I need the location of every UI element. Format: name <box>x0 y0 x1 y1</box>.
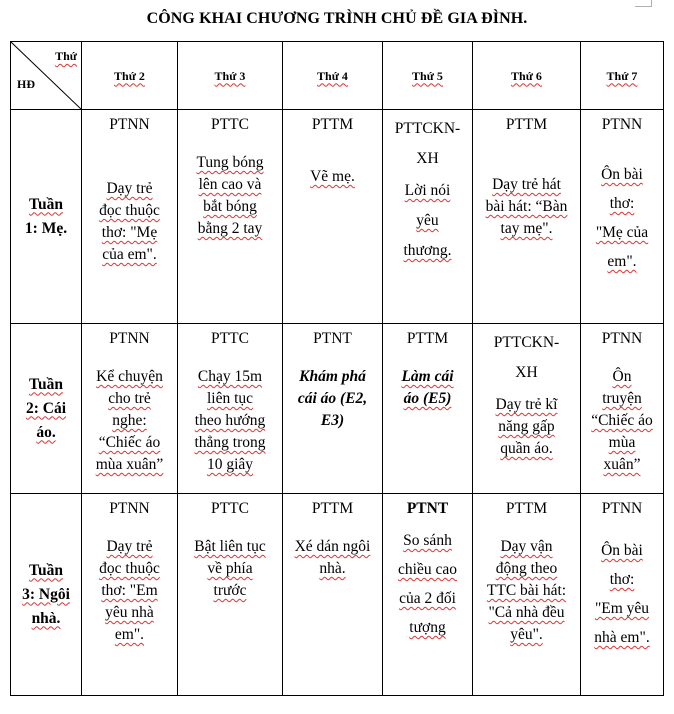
day-header: Thứ 7 <box>581 42 664 110</box>
header-row <box>11 42 664 110</box>
activity-cell <box>82 324 178 494</box>
activity-text: Dạy trẻ đọc thuộc thơ: "Em yêu nhà em". <box>99 538 160 643</box>
activity-cell <box>178 494 283 696</box>
area-label: PTTM <box>505 116 548 133</box>
area-label: PTTM <box>406 330 449 347</box>
area-label: PTNN <box>601 116 643 133</box>
area-label: PTNT <box>313 330 352 347</box>
day-header: Thứ 6 <box>473 42 581 110</box>
area-label: PTNN <box>601 500 643 517</box>
area-label: PTTC <box>211 116 249 133</box>
activity-text: Dạy trẻ hát bài hát: “Bàn tay mẹ". <box>485 176 568 237</box>
activity-text: Làm cái áo (E5) <box>401 368 454 407</box>
activity-text: So sánh chiều cao của 2 đối tượng <box>398 532 457 636</box>
area-label: PTNN <box>109 330 150 347</box>
activity-text: Chạy 15m liên tục theo hướng thẳng trong 10 giây <box>194 368 266 473</box>
day-header: Thứ 2 <box>82 42 178 110</box>
day-header: Thứ 4 <box>283 42 383 110</box>
activity-cell <box>178 324 283 494</box>
area-label: PTTM <box>311 116 354 133</box>
activity-cell <box>283 494 383 696</box>
page-title: CÔNG KHAI CHƯƠNG TRÌNH CHỦ ĐỀ GIA ĐÌNH. <box>146 10 528 27</box>
activity-text: Tung bóng lên cao và bắt bóng bằng 2 tay <box>196 154 264 237</box>
week-label-cell: Tuần 1: Mẹ. <box>11 110 82 324</box>
area-label: PTTCKN- XH <box>493 334 560 381</box>
activity-text: Ôn bài thơ: "Em yêu nhà em". <box>594 542 650 646</box>
week-row <box>11 324 664 494</box>
area-label: PTNT <box>406 500 449 517</box>
activity-text: Lời nói yêu thương. <box>403 182 452 259</box>
activity-text: Ôn truyện “Chiếc áo mùa xuân” <box>591 368 653 473</box>
activity-cell <box>581 110 664 324</box>
corner-day-label: Thứ <box>55 49 77 63</box>
activity-cell <box>178 110 283 324</box>
day-header: Thứ 5 <box>383 42 473 110</box>
schedule-table <box>10 41 664 696</box>
activity-text: Bật liên tục về phía trước <box>194 538 266 599</box>
activity-text: Dạy vận động theo TTC bài hát: "Cả nhà đều yêu". <box>486 538 567 643</box>
activity-cell <box>383 324 473 494</box>
area-label: PTTC <box>211 330 249 347</box>
activity-text: Dạy trẻ kĩ năng gấp quần áo. <box>495 396 558 457</box>
corner-activity-label: HĐ <box>17 77 35 91</box>
activity-text: Xé dán ngôi nhà. <box>294 538 371 577</box>
activity-cell <box>82 110 178 324</box>
area-label: PTTM <box>311 500 354 517</box>
week-row <box>11 110 664 324</box>
area-label: PTTCKN- XH <box>394 120 461 167</box>
activity-cell <box>383 110 473 324</box>
page-corner-marker <box>635 0 652 7</box>
activity-cell <box>283 110 383 324</box>
week-label-cell: Tuần 2: Cái áo. <box>11 324 82 494</box>
activity-cell <box>473 110 581 324</box>
activity-text: Ôn bài thơ: "Mẹ của em". <box>595 166 649 270</box>
activity-text: Khám phá cái áo (E2, E3) <box>297 368 368 429</box>
area-label: PTNN <box>601 330 643 347</box>
area-label: PTTC <box>211 500 249 517</box>
activity-cell <box>473 324 581 494</box>
area-label: PTNN <box>109 116 150 133</box>
activity-cell <box>283 324 383 494</box>
activity-text: Vẽ mẹ. <box>310 168 355 185</box>
day-header: Thứ 3 <box>178 42 283 110</box>
area-label: PTNN <box>109 500 150 517</box>
activity-text: Kể chuyện cho trẻ nghe: “Chiếc áo mùa xuân” <box>95 368 164 473</box>
activity-cell <box>581 494 664 696</box>
activity-text: Dạy trẻ đọc thuộc thơ: "Mẹ của em". <box>99 180 160 263</box>
activity-cell <box>581 324 664 494</box>
activity-cell <box>383 494 473 696</box>
activity-cell <box>473 494 581 696</box>
activity-cell <box>82 494 178 696</box>
corner-cell <box>11 42 82 110</box>
week-row <box>11 494 664 696</box>
week-label-cell: Tuần 3: Ngôi nhà. <box>11 494 82 696</box>
area-label: PTTM <box>505 500 548 517</box>
